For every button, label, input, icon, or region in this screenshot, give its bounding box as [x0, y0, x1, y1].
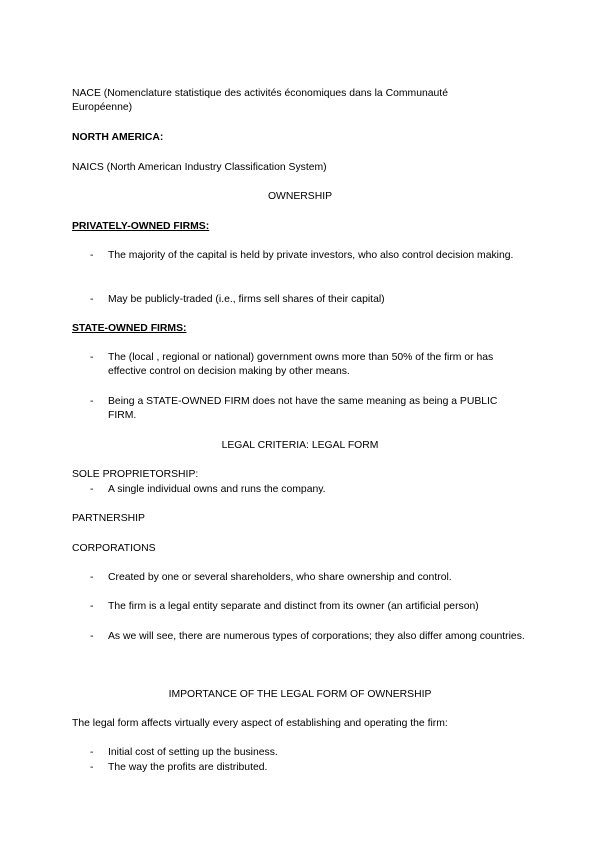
private-item-1: The majority of the capital is held by private investors, who also control decision making. [108, 250, 514, 261]
importance-title: IMPORTANCE OF THE LEGAL FORM OF OWNERSHIP [168, 689, 432, 700]
private-item-2: May be publicly-traded (i.e., firms sell shares of their capital) [108, 294, 385, 305]
importance-item-2: The way the profits are distributed. [108, 762, 268, 773]
sole-item-1: A single individual owns and runs the company. [108, 484, 326, 495]
state-item-1: The (local , regional or national) government owns more than 50% of the firm or has effective control on decision making by other means. [108, 352, 494, 377]
private-firms-heading: PRIVATELY-OWNED FIRMS: [72, 221, 210, 232]
state-item-2: Being a STATE-OWNED FIRM does not have the same meaning as being a PUBLIC FIRM. [108, 396, 498, 421]
bullet-dash: - [90, 250, 94, 261]
state-firms-heading: STATE-OWNED FIRMS: [72, 323, 187, 334]
bullet-dash: - [90, 631, 94, 642]
bullet-dash: - [90, 762, 94, 773]
importance-intro: The legal form affects virtually every aspect of establishing and operating the firm: [72, 718, 448, 729]
ownership-title: OWNERSHIP [267, 191, 333, 202]
nace-line-1: NACE (Nomenclature statistique des activités économiques dans la Communauté [72, 88, 448, 99]
naics-line: NAICS (North American Industry Classification System) [72, 162, 327, 173]
bullet-dash: - [90, 747, 94, 758]
legal-criteria-title: LEGAL CRITERIA: LEGAL FORM [221, 440, 379, 451]
bullet-dash: - [90, 352, 94, 363]
bullet-dash: - [90, 294, 94, 305]
nace-line-2: Européenne) [72, 102, 133, 113]
corporation-item-1: Created by one or several shareholders, who share ownership and control. [108, 572, 452, 583]
corporation-item-2: The firm is a legal entity separate and distinct from its owner (an artificial person) [108, 601, 479, 612]
importance-item-1: Initial cost of setting up the business. [108, 747, 278, 758]
bullet-dash: - [90, 484, 94, 495]
bullet-dash: - [90, 396, 94, 407]
corporation-item-3: As we will see, there are numerous types of corporations; they also differ among countries. [108, 631, 525, 642]
sole-proprietorship-heading: SOLE PROPRIETORSHIP: [72, 469, 199, 480]
bullet-dash: - [90, 572, 94, 583]
corporations-heading: CORPORATIONS [72, 543, 156, 554]
north-america-heading: NORTH AMERICA: [72, 132, 164, 143]
partnership-heading: PARTNERSHIP [72, 513, 145, 524]
bullet-dash: - [90, 601, 94, 612]
